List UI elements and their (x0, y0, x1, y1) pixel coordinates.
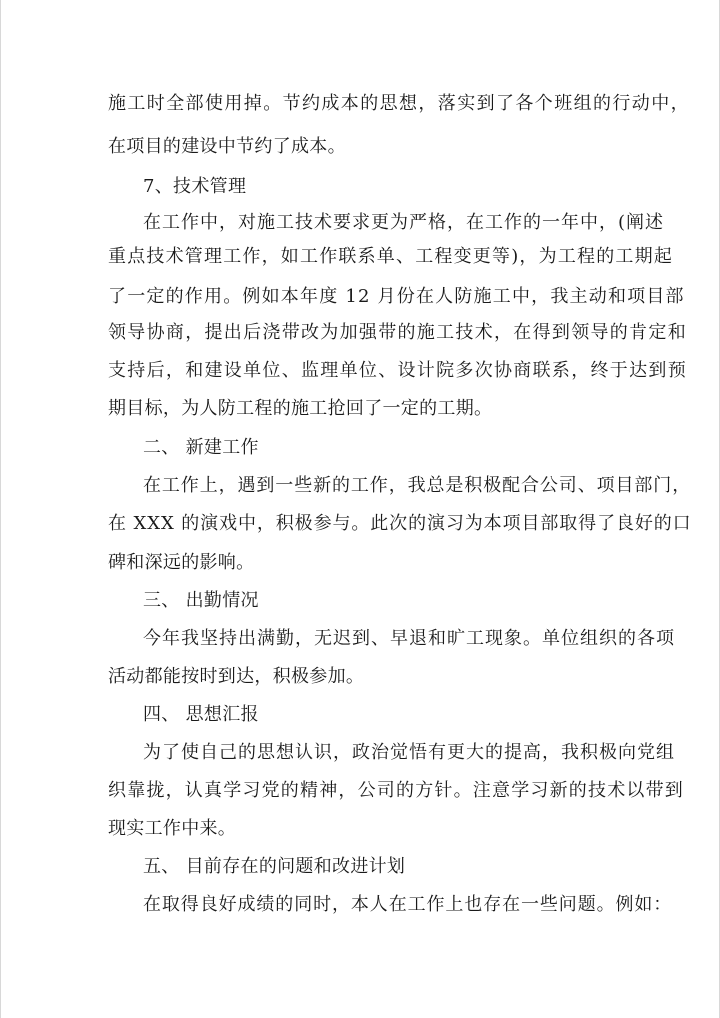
paragraph-line: 在取得良好成绩的同时，本人在工作上也存在一些问题。例如： (143, 894, 673, 915)
paragraph-line: 了一定的作用。例如本年度 12 月份在人防施工中，我主动和项目部 (108, 286, 685, 307)
paragraph-line: 期目标，为人防工程的施工抢回了一定的工期。 (108, 398, 493, 419)
section-heading: 四、 思想汇报 (143, 704, 259, 725)
paragraph-line: 领导协商，提出后浇带改为加强带的施工技术，在得到领导的肯定和 (108, 322, 687, 343)
paragraph-line: 织靠拢，认真学习党的精神，公司的方针。注意学习新的技术以带到 (108, 780, 684, 801)
paragraph-line: 现实工作中来。 (108, 818, 237, 839)
paragraph-line: 今年我坚持出满勤，无迟到、早退和旷工现象。单位组织的各项 (143, 628, 675, 649)
paragraph-line: 为了使自己的思想认识，政治觉悟有更大的提高，我积极向党组 (143, 742, 675, 763)
paragraph-line: 在项目的建设中节约了成本。 (108, 136, 346, 157)
paragraph-line: 支持后，和建设单位、监理单位、设计院多次协商联系，终于达到预 (108, 360, 687, 381)
section-heading: 7、技术管理 (143, 176, 247, 197)
paragraph-line: 在 XXX 的演戏中，积极参与。此次的演习为本项目部取得了良好的口 (108, 513, 692, 534)
paragraph-line: 重点技术管理工作，如工作联系单、工程变更等)，为工程的工期起 (108, 246, 674, 267)
page-border-left (0, 0, 1, 1018)
paragraph-line: 在工作上，遇到一些新的工作，我总是积极配合公司、项目部门， (143, 475, 692, 496)
paragraph-line: 在工作中，对施工技术要求更为严格，在工作的一年中，(阐述 (143, 212, 665, 233)
paragraph-line: 活动都能按时到达，积极参加。 (108, 666, 365, 687)
section-heading: 五、 目前存在的问题和改进计划 (143, 856, 406, 877)
paragraph-line: 施工时全部使用掉。节约成本的思想，落实到了各个班组的行动中， (108, 93, 690, 114)
paragraph-line: 碑和深远的影响。 (108, 552, 255, 573)
section-heading: 三、 出勤情况 (143, 590, 259, 611)
section-heading: 二、 新建工作 (143, 437, 259, 458)
